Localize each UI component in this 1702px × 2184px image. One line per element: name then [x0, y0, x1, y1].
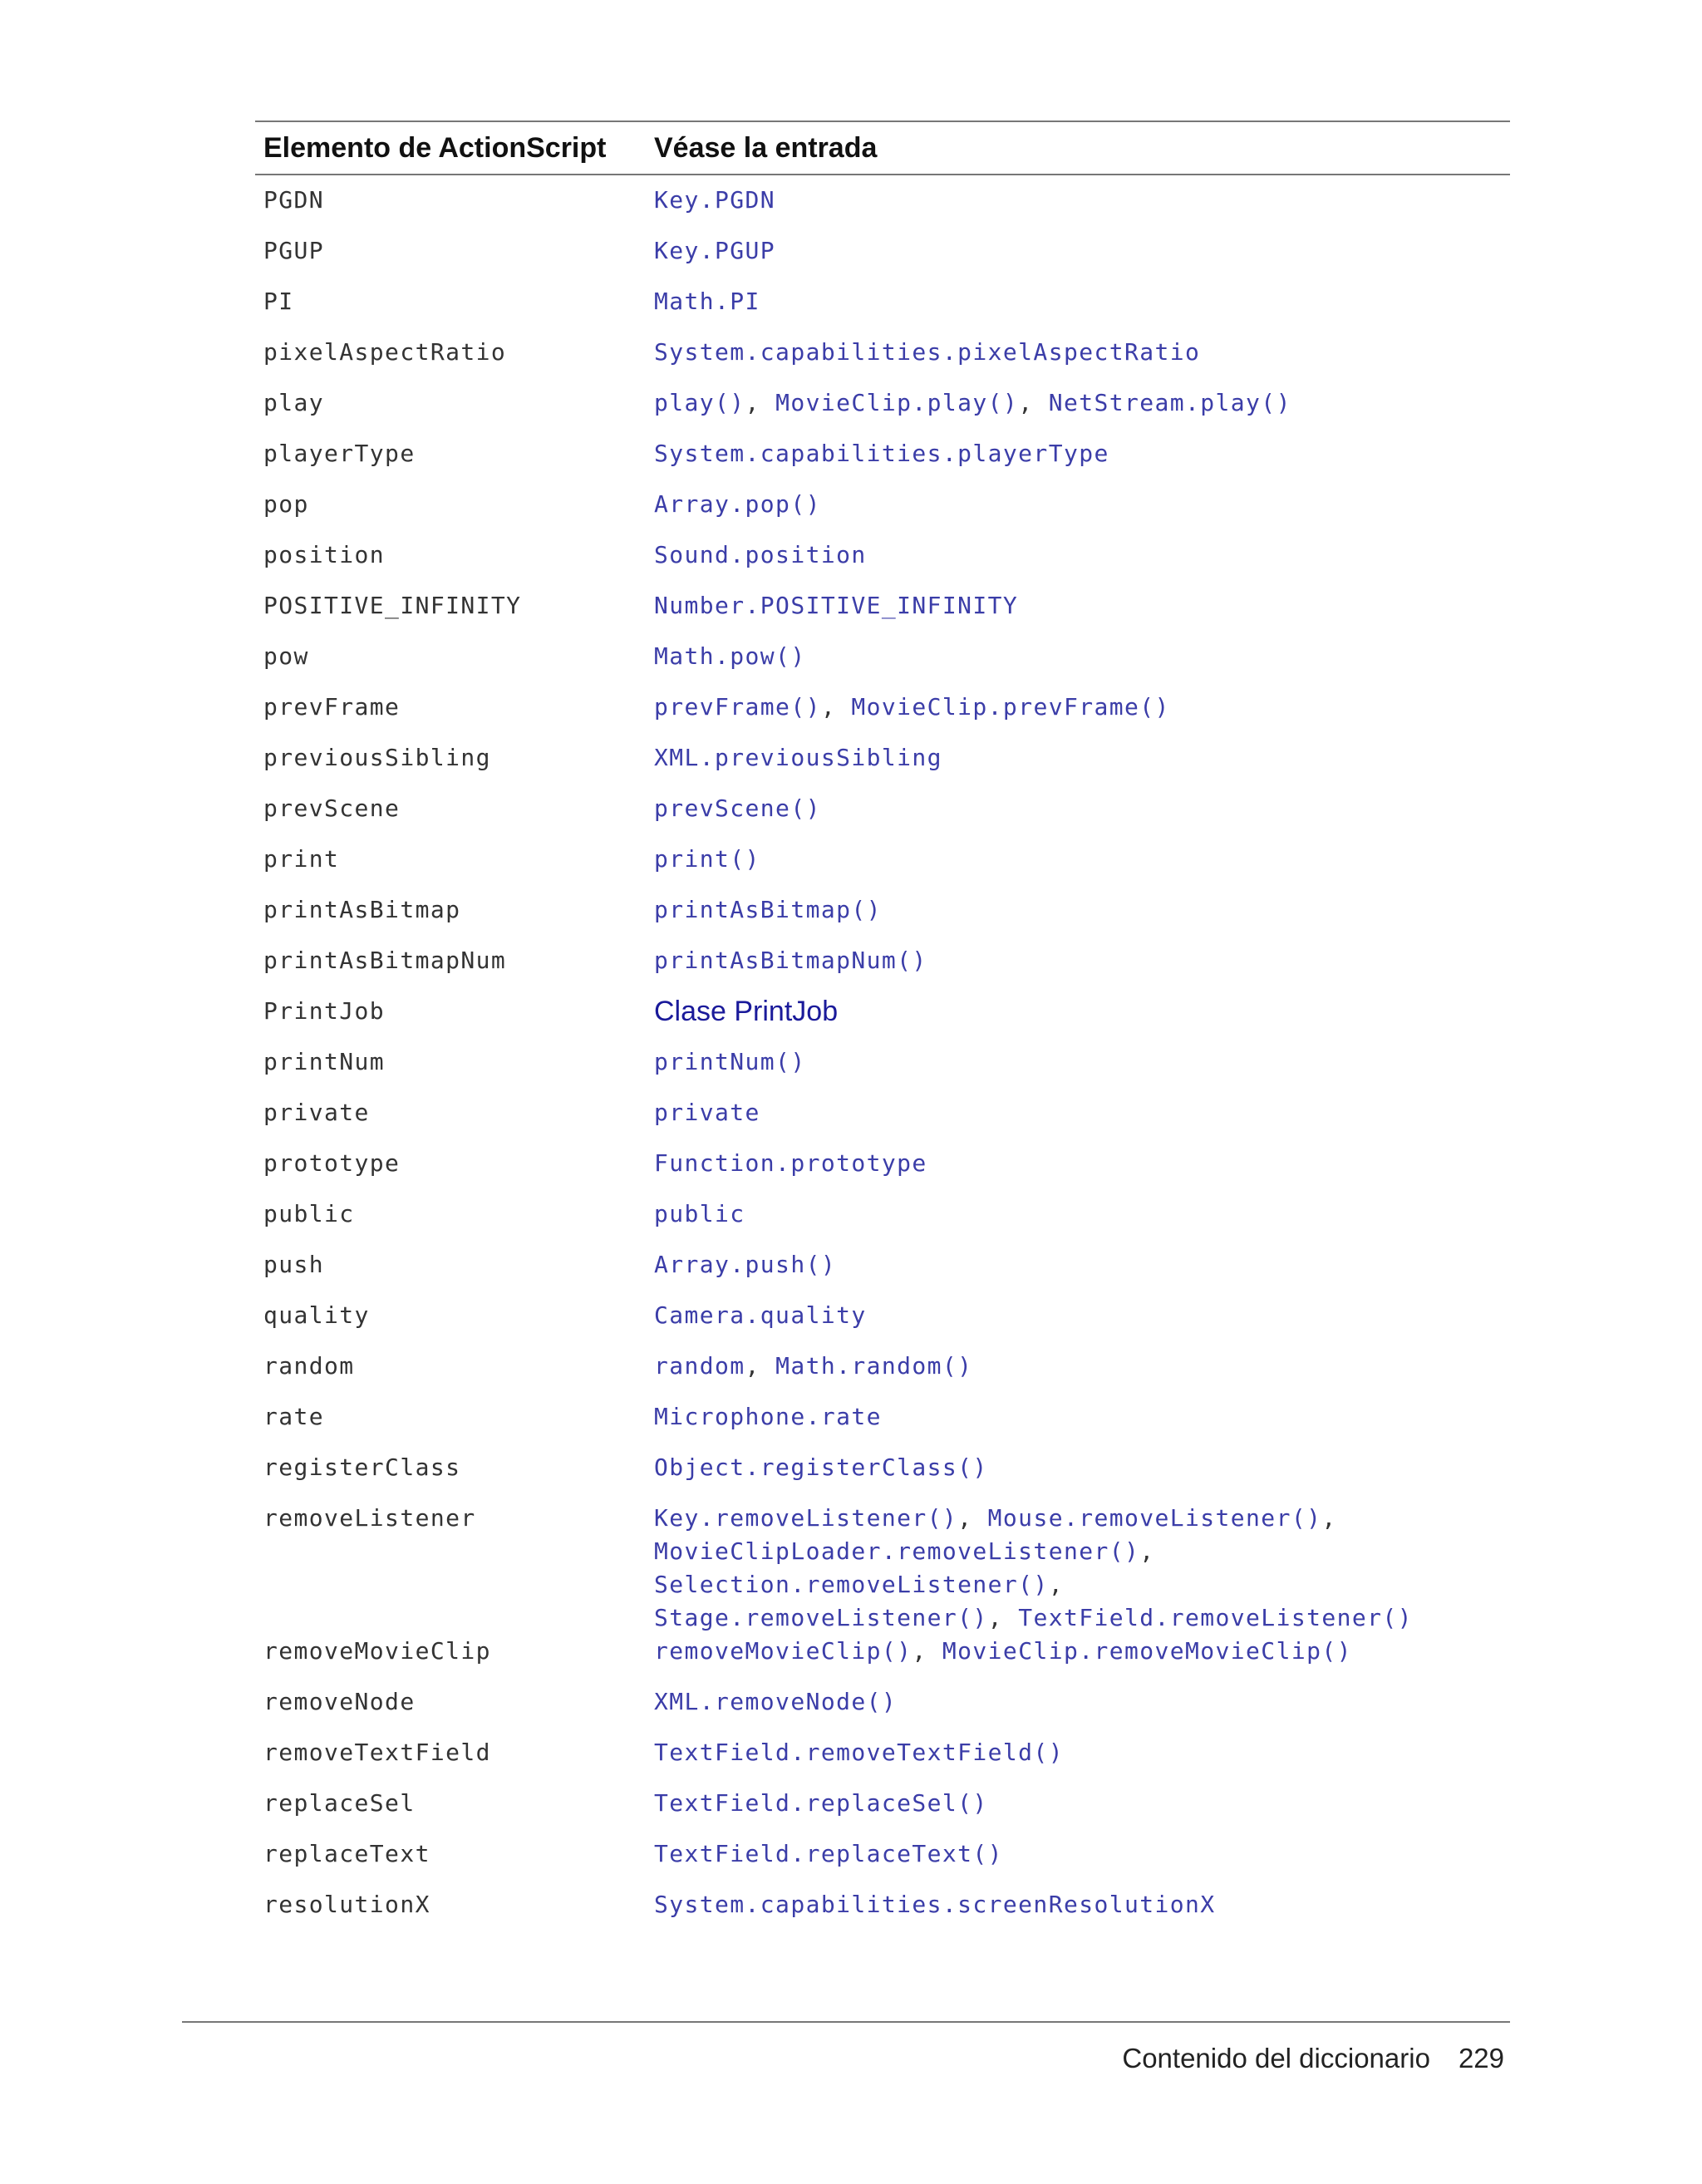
table-row	[255, 437, 1510, 488]
table-row	[255, 1147, 1510, 1198]
see-entry-cell	[654, 944, 1510, 977]
see-entry-cell	[654, 1248, 1510, 1281]
entry-link[interactable]: Math.pow()	[654, 642, 806, 670]
element-name: removeTextField	[263, 1739, 491, 1766]
table-row	[255, 893, 1510, 944]
separator: ,	[1048, 1571, 1064, 1598]
table-row	[255, 1787, 1510, 1837]
entry-link[interactable]: TextField.replaceSel()	[654, 1789, 988, 1817]
table-row	[255, 1837, 1510, 1888]
table-row	[255, 1248, 1510, 1299]
entry-link[interactable]: Math.random()	[775, 1352, 973, 1380]
table-row	[255, 1400, 1510, 1451]
see-entry-cell	[654, 386, 1510, 420]
see-entry-cell	[654, 234, 1510, 268]
entry-link[interactable]: XML.previousSibling	[654, 744, 942, 771]
element-name: prevScene	[263, 794, 401, 822]
see-entry-cell	[654, 1685, 1510, 1719]
see-entry-cell	[654, 640, 1510, 673]
entry-link[interactable]: Clase PrintJob	[654, 996, 839, 1027]
header-element-column: Elemento de ActionScript	[263, 131, 607, 164]
element-name: quality	[263, 1301, 370, 1329]
see-entry-cell	[654, 792, 1510, 825]
element-name: play	[263, 389, 325, 416]
table-row	[255, 944, 1510, 995]
element-name: pixelAspectRatio	[263, 338, 507, 366]
element-name: position	[263, 541, 386, 568]
element-name: private	[263, 1099, 370, 1126]
see-entry-cell	[654, 893, 1510, 927]
table-header	[255, 122, 1510, 175]
see-entry-cell	[654, 184, 1510, 217]
footer-divider	[182, 2021, 1510, 2023]
element-name: printAsBitmap	[263, 896, 461, 923]
entry-link[interactable]: printNum()	[654, 1048, 806, 1075]
separator: ,	[1018, 389, 1049, 416]
table-row	[255, 1635, 1510, 1685]
element-name: replaceText	[263, 1840, 430, 1867]
see-entry-cell	[654, 336, 1510, 369]
element-name: replaceSel	[263, 1789, 416, 1817]
see-entry-cell	[654, 1147, 1510, 1180]
entry-link[interactable]: Number.POSITIVE_INFINITY	[654, 592, 1019, 619]
entry-link[interactable]: Key.PGUP	[654, 237, 776, 264]
table-row	[255, 1299, 1510, 1350]
table-row	[255, 691, 1510, 741]
see-entry-cell	[654, 1837, 1510, 1871]
entry-link[interactable]: MovieClipLoader.removeListener()	[654, 1537, 1140, 1565]
element-name: push	[263, 1251, 325, 1278]
see-entry-cell	[654, 437, 1510, 470]
entry-link[interactable]: Key.removeListener()	[654, 1504, 958, 1532]
element-name: resolutionX	[263, 1891, 430, 1918]
element-name: PrintJob	[263, 997, 386, 1025]
entry-link[interactable]: play()	[654, 389, 745, 416]
separator: ,	[912, 1637, 942, 1665]
table-row	[255, 234, 1510, 285]
page-number: 229	[1458, 2043, 1504, 2073]
element-name: printAsBitmapNum	[263, 947, 507, 974]
entry-link[interactable]: prevFrame()	[654, 693, 821, 721]
table-row	[255, 1096, 1510, 1147]
element-name: registerClass	[263, 1454, 461, 1481]
see-entry-cell	[654, 1096, 1510, 1129]
table-row	[255, 741, 1510, 792]
element-name: pow	[263, 642, 309, 670]
element-name: printNum	[263, 1048, 386, 1075]
element-name: random	[263, 1352, 355, 1380]
entry-link[interactable]: Sound.position	[654, 541, 867, 568]
reference-table	[255, 121, 1510, 1939]
separator: ,	[987, 1604, 1019, 1631]
see-entry-cell	[654, 741, 1510, 775]
element-name: PGDN	[263, 186, 325, 214]
see-entry-cell	[654, 1787, 1510, 1820]
separator: ,	[745, 389, 776, 416]
table-row	[255, 1045, 1510, 1096]
see-entry-cell	[654, 843, 1510, 876]
see-entry-cell	[654, 1400, 1510, 1434]
separator: ,	[957, 1504, 988, 1532]
entry-link[interactable]: XML.removeNode()	[654, 1688, 898, 1715]
table-row	[255, 1502, 1510, 1635]
entry-link[interactable]: Mouse.removeListener()	[987, 1504, 1322, 1532]
element-name: POSITIVE_INFINITY	[263, 592, 522, 619]
element-name: PI	[263, 288, 294, 315]
table-row	[255, 1350, 1510, 1400]
element-name: prevFrame	[263, 693, 401, 721]
entry-link[interactable]: removeMovieClip()	[654, 1637, 912, 1665]
entry-link[interactable]: random	[654, 1352, 745, 1380]
table-row	[255, 1685, 1510, 1736]
separator: ,	[1321, 1504, 1337, 1532]
table-row	[255, 995, 1510, 1045]
element-name: PGUP	[263, 237, 325, 264]
entry-link[interactable]: Key.PGDN	[654, 186, 776, 214]
see-entry-cell	[654, 285, 1510, 318]
entry-link[interactable]: print()	[654, 845, 760, 873]
see-entry-cell	[654, 1350, 1510, 1383]
entry-link[interactable]: prevScene()	[654, 794, 821, 822]
see-entry-cell	[654, 1502, 1510, 1635]
table-row	[255, 792, 1510, 843]
see-entry-cell	[654, 589, 1510, 622]
entry-link[interactable]: Microphone.rate	[654, 1403, 882, 1430]
element-name: previousSibling	[263, 744, 491, 771]
element-name: removeListener	[263, 1504, 476, 1532]
table-row	[255, 285, 1510, 336]
table-row	[255, 1451, 1510, 1502]
see-entry-cell	[654, 1736, 1510, 1769]
entry-link[interactable]: MovieClip.removeMovieClip()	[942, 1637, 1352, 1665]
entry-link[interactable]: TextField.removeTextField()	[654, 1739, 1064, 1766]
table-row	[255, 184, 1510, 234]
see-entry-cell	[654, 691, 1510, 724]
table-body	[255, 184, 1510, 1939]
entry-link[interactable]: NetStream.play()	[1048, 389, 1291, 416]
separator: ,	[820, 693, 852, 721]
entry-link[interactable]: TextField.replaceText()	[654, 1840, 1003, 1867]
table-row	[255, 589, 1510, 640]
see-entry-cell	[654, 1888, 1510, 1921]
entry-link[interactable]: printAsBitmapNum()	[654, 947, 927, 974]
separator: ,	[1139, 1537, 1155, 1565]
table-row	[255, 640, 1510, 691]
table-row	[255, 386, 1510, 437]
element-name: rate	[263, 1403, 325, 1430]
entry-link[interactable]: System.capabilities.screenResolutionX	[654, 1891, 1216, 1918]
see-entry-cell	[654, 1451, 1510, 1484]
see-entry-cell	[654, 1299, 1510, 1332]
element-name: public	[263, 1200, 355, 1227]
entry-link[interactable]: System.capabilities.pixelAspectRatio	[654, 338, 1201, 366]
see-entry-cell	[654, 488, 1510, 521]
see-entry-cell	[654, 1198, 1510, 1231]
entry-link[interactable]: Object.registerClass()	[654, 1454, 988, 1481]
entry-link[interactable]: Array.pop()	[654, 490, 821, 518]
see-entry-cell	[654, 1045, 1510, 1079]
entry-link[interactable]: TextField.removeListener()	[1018, 1604, 1413, 1631]
table-row	[255, 488, 1510, 539]
entry-link[interactable]: private	[654, 1099, 760, 1126]
table-row	[255, 843, 1510, 893]
element-name: removeMovieClip	[263, 1637, 491, 1665]
entry-link[interactable]: public	[654, 1200, 745, 1227]
table-row	[255, 1736, 1510, 1787]
element-name: pop	[263, 490, 309, 518]
entry-link[interactable]: printAsBitmap()	[654, 896, 882, 923]
entry-link[interactable]: MovieClip.prevFrame()	[851, 693, 1170, 721]
footer-section-title: Contenido del diccionario	[1122, 2043, 1430, 2073]
table-row	[255, 1888, 1510, 1939]
table-row	[255, 539, 1510, 589]
element-name: prototype	[263, 1149, 401, 1177]
entry-link[interactable]: Function.prototype	[654, 1149, 927, 1177]
entry-link[interactable]: Array.push()	[654, 1251, 837, 1278]
see-entry-cell	[654, 539, 1510, 572]
see-entry-cell	[654, 995, 1510, 1030]
separator: ,	[745, 1352, 776, 1380]
entry-link[interactable]: MovieClip.play()	[775, 389, 1019, 416]
element-name: removeNode	[263, 1688, 416, 1715]
entry-link[interactable]: Camera.quality	[654, 1301, 867, 1329]
element-name: playerType	[263, 440, 416, 467]
table-row	[255, 1198, 1510, 1248]
element-name: print	[263, 845, 340, 873]
page-footer	[1122, 2043, 1504, 2074]
table-row	[255, 336, 1510, 386]
see-entry-cell	[654, 1635, 1510, 1668]
entry-link[interactable]: Math.PI	[654, 288, 760, 315]
entry-link[interactable]: Stage.removeListener()	[654, 1604, 988, 1631]
entry-link[interactable]: Selection.removeListener()	[654, 1571, 1049, 1598]
header-see-entry-column: Véase la entrada	[654, 131, 878, 164]
entry-link[interactable]: System.capabilities.playerType	[654, 440, 1109, 467]
